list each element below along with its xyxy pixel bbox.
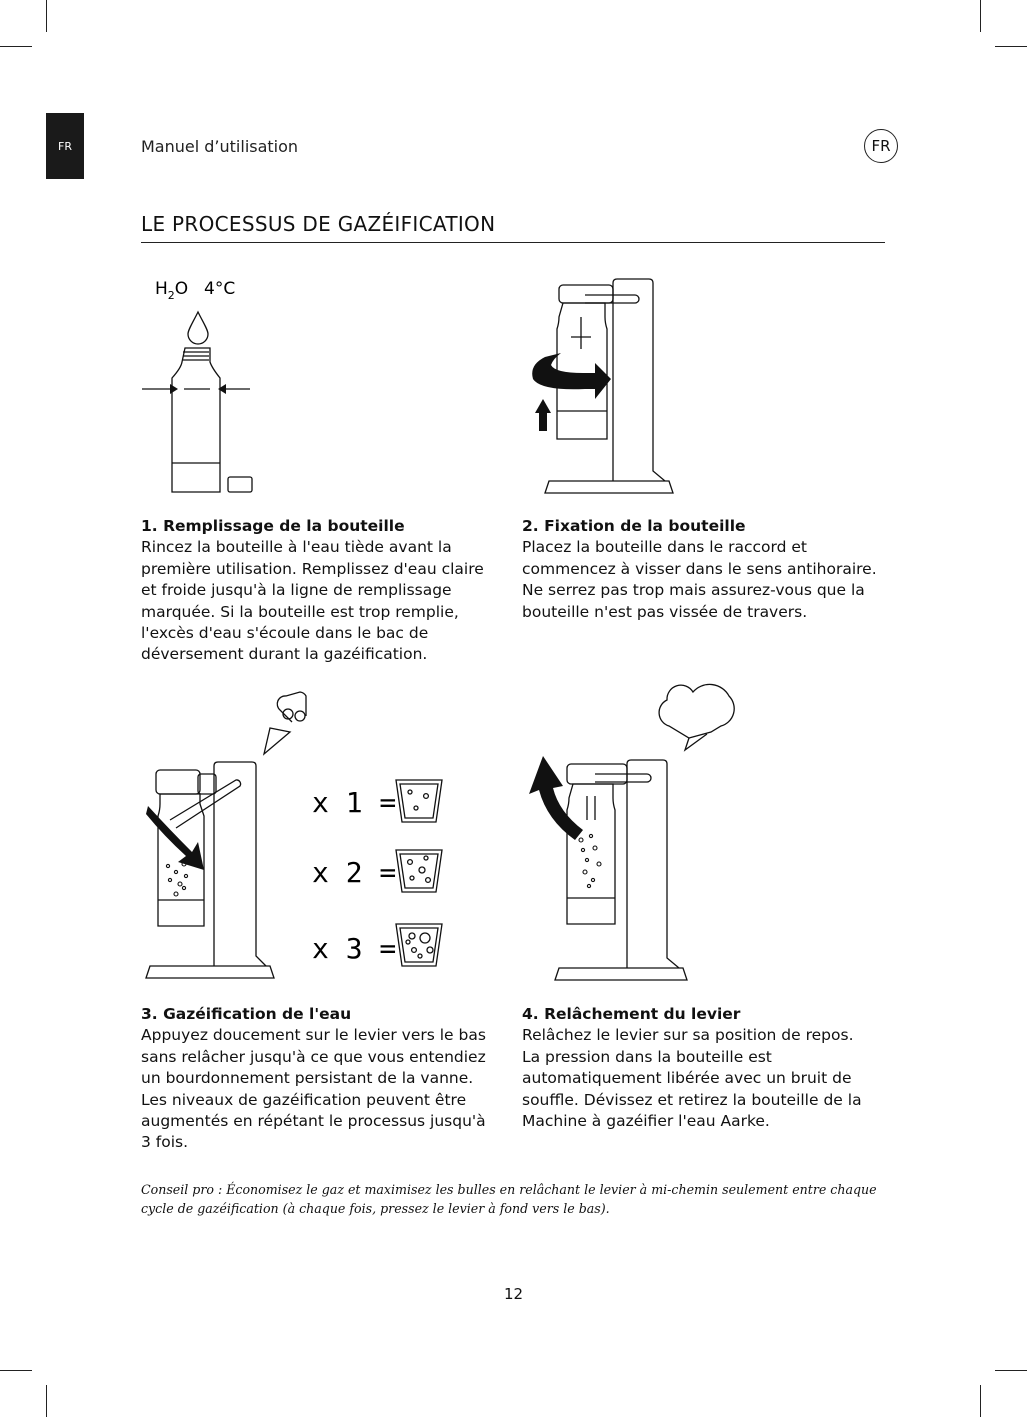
crop-mark [995,1370,1027,1371]
illustration-attach-bottle [525,275,685,500]
arrow-up-curved-icon [529,756,583,840]
glass-level-3-icon [396,924,442,966]
language-badge: FR [864,129,898,163]
step-3-title: 3. Gazéification de l'eau [141,1005,352,1023]
machine-body-icon [613,279,665,481]
bottle-icon [567,784,615,924]
manual-title: Manuel d’utilisation [141,137,299,156]
crop-mark [46,1385,47,1417]
crop-mark [0,46,32,47]
machine-base-icon [555,968,687,980]
section-title: LE PROCESSUS DE GAZÉIFICATION [141,212,496,236]
step-2-text: Placez la bouteille dans le raccord et commencez à visser dans le sens antihoraire. Ne serrez pas trop mais assurez-vous que la bouteille n'est pas vissée de travers. [522,538,877,621]
temperature-label: 4°C [204,279,236,299]
lever-pressed-icon [170,780,241,828]
step-2 [522,516,884,623]
bottle-cap-icon [228,477,252,492]
pro-tip: Conseil pro : Économisez le gaz et maximisez les bulles en relâchant le levier à mi-chemin seulement entre chaque cycle de gazéification (à chaque fois, pressez le levier à fond vers le bas). [141,1182,877,1216]
illustration-fill-bottle [140,270,270,500]
title-divider [141,242,885,243]
bottle-icon [172,348,220,492]
page-number: 12 [503,1285,524,1303]
machine-base-icon [545,481,673,493]
step-1-text: Rincez la bouteille à l'eau tiède avant la première utilisation. Remplissez d'eau claire et froide jusqu'à la ligne de remplissage marquée. Si la bouteille est trop remplie, l'excès d'eau s'écoule dans le bac de déversement durant la gazéification. [141,538,484,664]
step-3 [141,1004,493,1154]
illustration-carbonate [140,680,450,985]
step-4 [522,1004,867,1132]
step-4-text: Relâchez le levier sur sa position de repos. La pression dans la bouteille est automatiquement libérée avec un bruit de souffle. Dévissez et retirez la bouteille de la Machine à gazéifier l'eau Aarke. [522,1026,862,1131]
illustration-release-lever [525,690,745,990]
water-drop-icon [188,312,208,344]
crop-mark [0,1370,32,1371]
step-1-title: 1. Remplissage de la bouteille [141,517,405,535]
crop-mark [46,0,47,32]
arrow-up-icon [535,399,551,431]
level-1-label: x 1 = [312,786,397,819]
machine-body-icon [627,760,679,968]
speech-pointer-icon [264,728,290,754]
language-side-tab: FR [46,113,84,179]
crop-mark [980,0,981,32]
crop-mark [980,1385,981,1417]
cloud-whoosh-icon [659,684,734,738]
bubbles-icon [166,862,187,896]
level-2-label: x 2 = [312,856,397,889]
crop-mark [995,46,1027,47]
step-3-text: Appuyez doucement sur le levier vers le bas sans relâcher jusqu'à ce que vous entendiez un bourdonnement persistant de la vanne. Les niveaux de gazéification peuvent être augmentés en répétant le processus jusqu'à 3 fois. [141,1026,486,1152]
h2o-label: $H_2O$ [155,279,189,302]
arrow-left-icon [218,384,226,394]
machine-body-icon [214,762,266,966]
step-2-title: 2. Fixation de la bouteille [522,517,746,535]
glass-level-1-icon [396,780,442,822]
level-3-label: x 3 = [312,932,397,965]
step-4-title: 4. Relâchement du levier [522,1005,741,1023]
glass-level-2-icon [396,850,442,892]
lever-icon [595,774,651,782]
machine-base-icon [146,966,274,978]
step-1 [141,516,501,666]
rotate-arrow-icon [532,353,611,399]
bubbles-icon [579,834,601,887]
arrow-right-icon [170,384,178,394]
